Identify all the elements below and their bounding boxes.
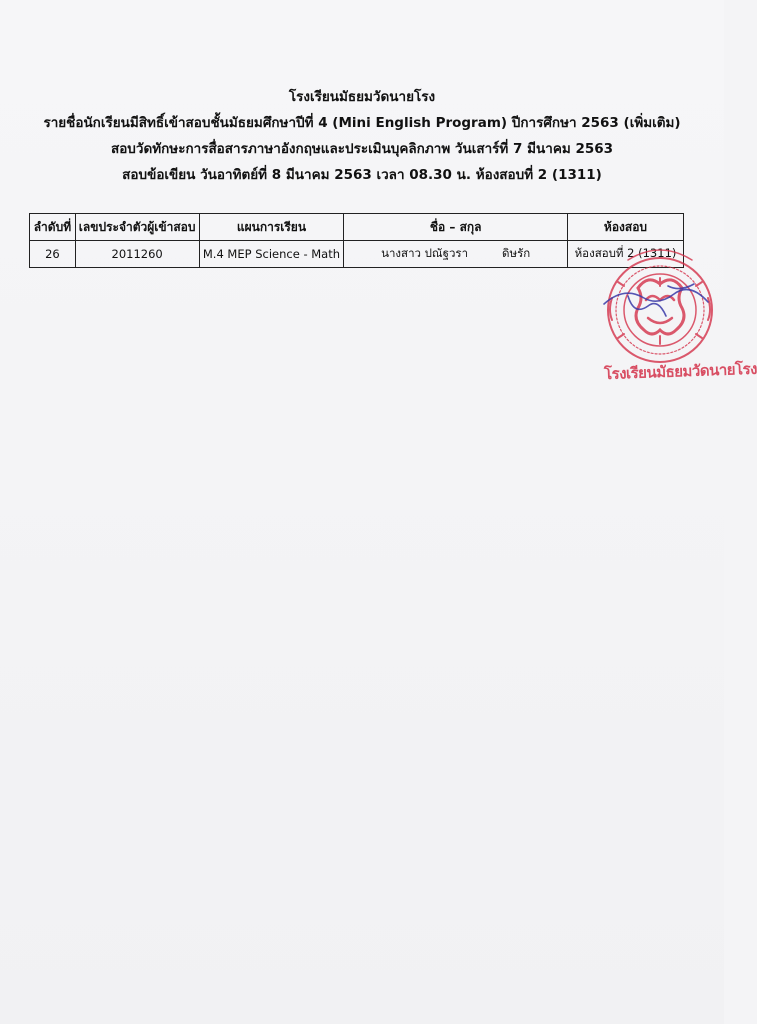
header-exam-id: เลขประจำตัวผู้เข้าสอบ [75,214,199,241]
school-name: โรงเรียนมัธยมวัดนายโรง [288,89,436,105]
interview-date-line: สอบวัดทักษะการสื่อสารภาษาอังกฤษและประเมินบุคลิกภาพ วันเสาร์ที่ 7 มีนาคม 2563 [110,141,614,157]
table-row [30,241,684,268]
candidate-table [29,213,684,268]
written-exam-line: สอบข้อเขียน วันอาทิตย์ที่ 8 มีนาคม 2563 เวลา 08.30 น. ห้องสอบที่ 2 (1311) [122,167,602,183]
first-name: นางสาว ปณัฐวรา [381,246,469,260]
cell-room: ห้องสอบที่ 2 (1311) [567,241,683,268]
cell-no: 26 [30,241,76,268]
cell-name [344,241,568,268]
seal-caption: โรงเรียนมัธยมวัดนายโรง [603,359,757,384]
list-title: รายชื่อนักเรียนมีสิทธิ์เข้าสอบชั้นมัธยมศึกษาปีที่ 4 (Mini English Program) ปีการศึกษา 2563 (เพิ่มเติม) [43,115,681,131]
header-plan: แผนการเรียน [199,214,344,241]
header-no: ลำดับที่ [30,214,76,241]
last-name: ดิษรัก [502,246,531,260]
cell-plan: M.4 MEP Science - Math [199,241,344,268]
document-header [0,84,724,188]
table-header-row [30,214,684,241]
header-name: ชื่อ – สกุล [344,214,568,241]
cell-exam-id: 2011260 [75,241,199,268]
header-room: ห้องสอบ [567,214,683,241]
